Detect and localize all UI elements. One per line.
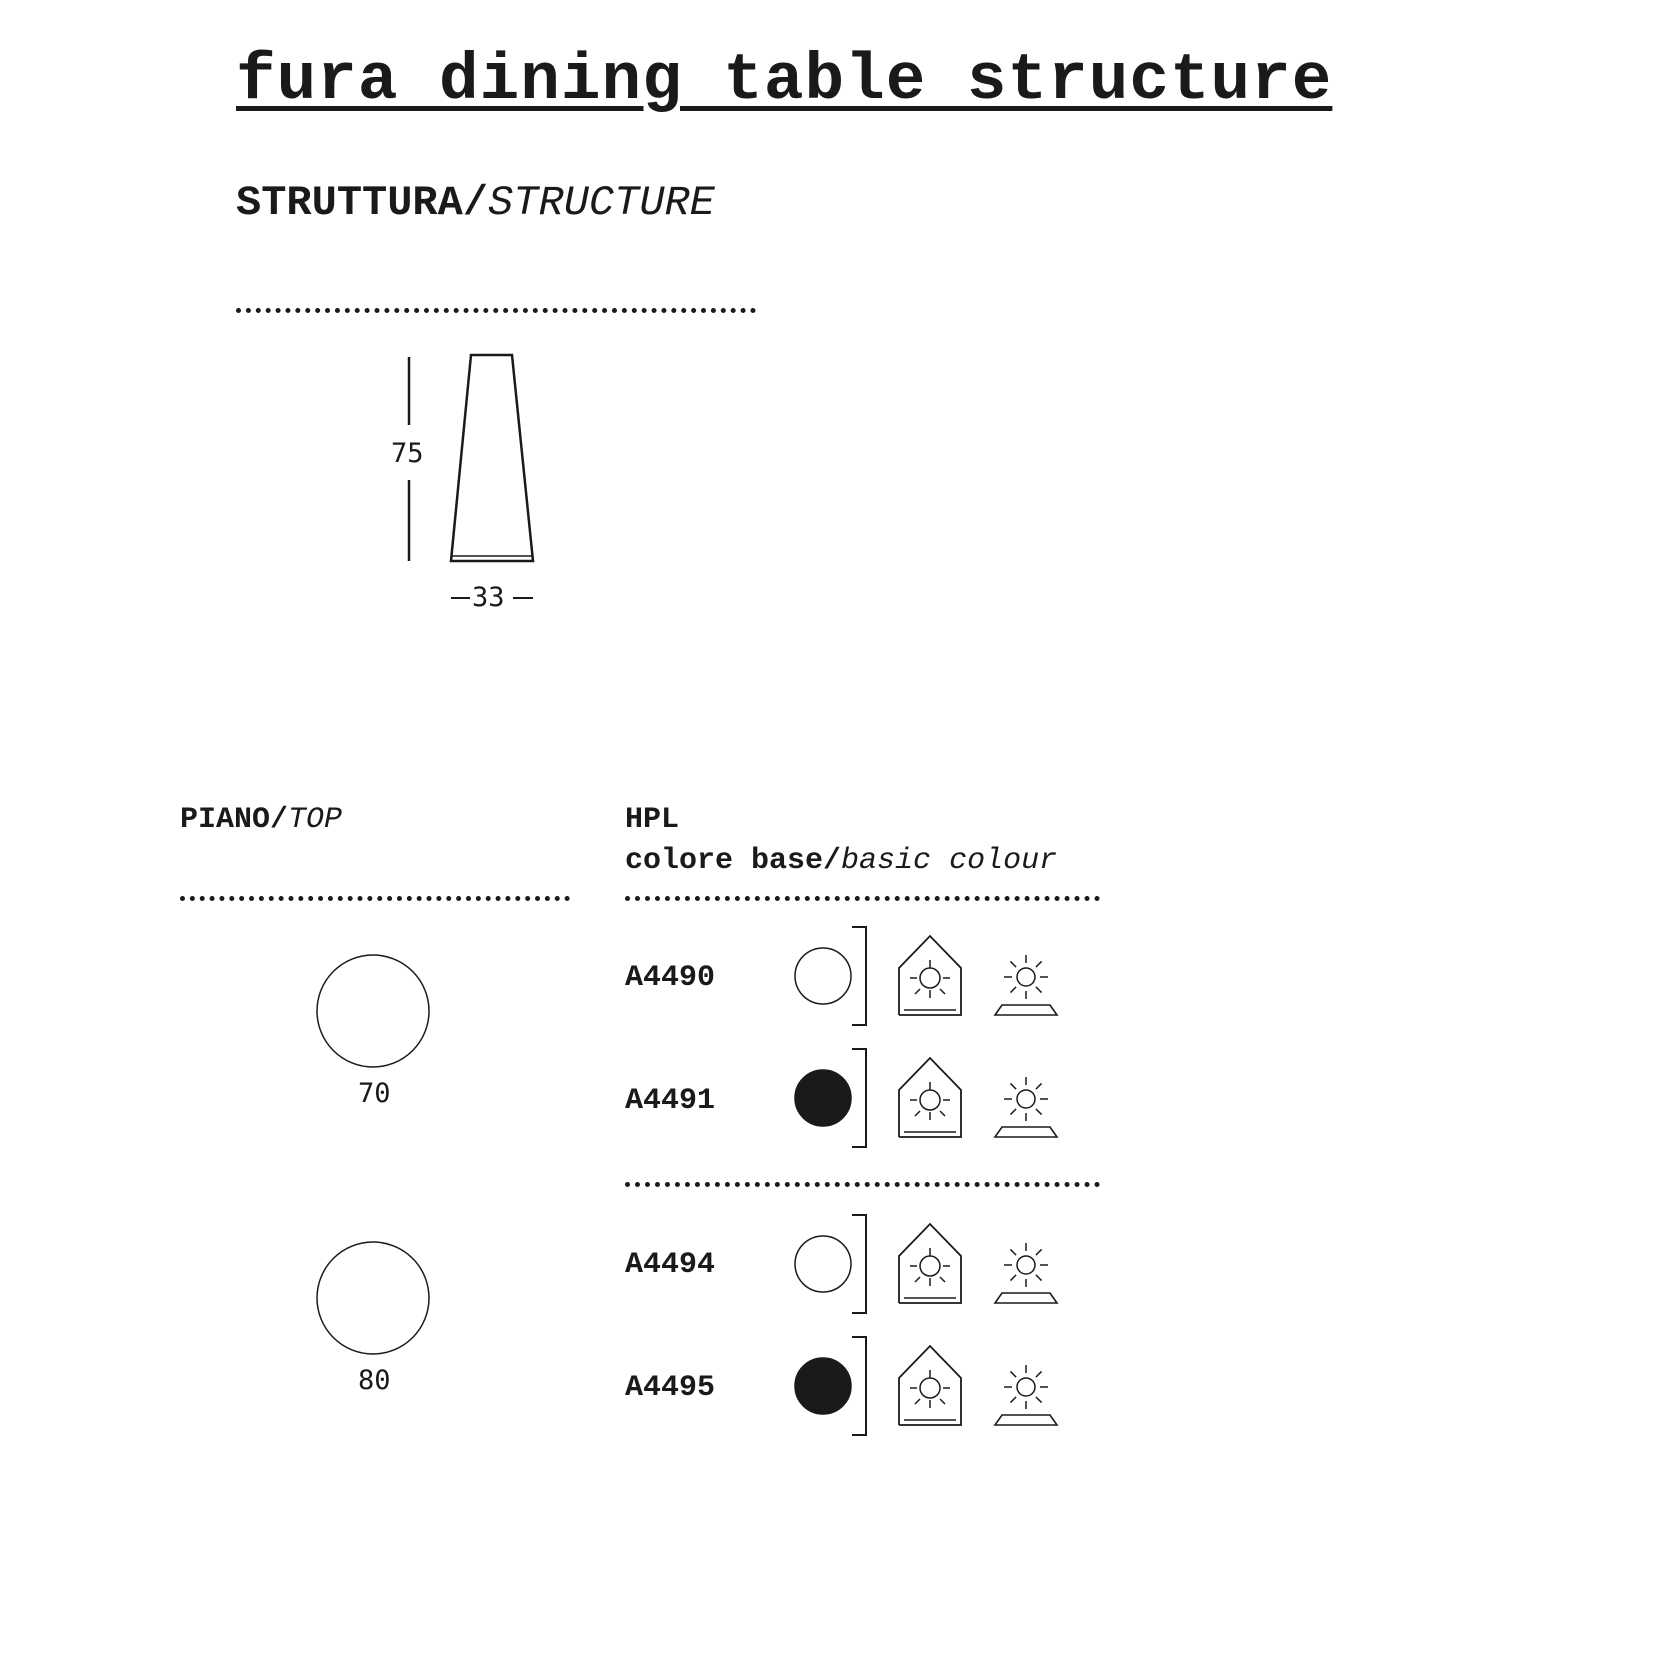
structure-height-label: 75 [391, 438, 424, 469]
top-size-label: 70 [358, 1078, 391, 1109]
structure-heading-italic: STRUCTURE [488, 179, 715, 227]
white-swatch [795, 948, 851, 1004]
top-heading-italic: TOP [288, 803, 343, 837]
colour-code: A4491 [625, 1084, 716, 1118]
structure-width-label: 33 [472, 582, 505, 613]
bracket [852, 1215, 866, 1313]
indoor-use-icon [899, 1224, 961, 1303]
colour-heading-italic: basic colour [841, 844, 1058, 878]
outdoor-use-icon [995, 1365, 1057, 1425]
outdoor-use-icon [995, 1243, 1057, 1303]
page-title: fura dining table structure [236, 43, 1333, 118]
colour-code: A4490 [625, 961, 716, 995]
structure-heading-main: STRUTTURA/ [236, 179, 489, 227]
outdoor-use-icon [995, 955, 1057, 1015]
outdoor-use-icon [995, 1077, 1057, 1137]
bracket [852, 927, 866, 1025]
black-swatch [795, 1358, 851, 1414]
colour-heading-main: colore base/ [625, 844, 842, 878]
indoor-use-icon [899, 1058, 961, 1137]
white-swatch [795, 1236, 851, 1292]
top-size-label: 80 [358, 1365, 391, 1396]
hpl-heading: HPL [625, 803, 680, 837]
bracket [852, 1337, 866, 1435]
top-heading-main: PIANO/ [180, 803, 289, 837]
black-swatch [795, 1070, 851, 1126]
indoor-use-icon [899, 1346, 961, 1425]
bracket [852, 1049, 866, 1147]
colour-code: A4494 [625, 1248, 716, 1282]
colour-code: A4495 [625, 1371, 716, 1405]
indoor-use-icon [899, 936, 961, 1015]
